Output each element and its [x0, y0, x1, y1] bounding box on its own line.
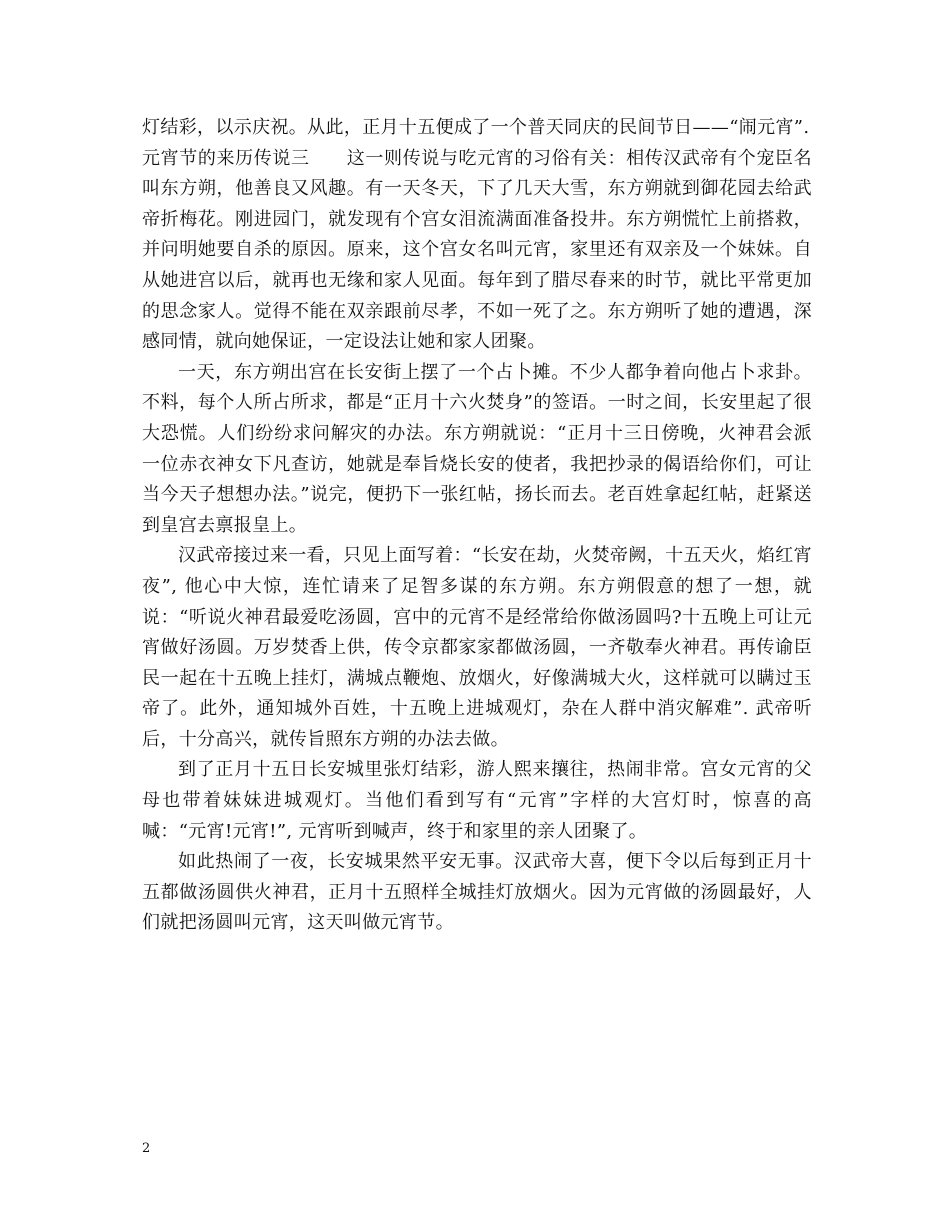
- paragraph-festival-origin: 如此热闹了一夜，长安城果然平安无事。汉武帝大喜，便下令以后每到正月十五都做汤圆供火神君，正月十五照样全城挂灯放烟火。因为元宵做的汤圆最好，人们就把汤圆叫元宵，这天叫做元宵节。: [142, 851, 812, 934]
- paragraph-legend-three-intro: 元宵节的来历传说三 这一则传说与吃元宵的习俗有关：相传汉武帝有个宠臣名叫东方朔，他善良又风趣。有一天冬天，下了几天大雪，东方朔就到御花园去给武帝折梅花。刚进园门，就发现有个宫女泪流满面准备投井。东方朔慌忙上前搭救，并问明她要自杀的原因。原来，这个宫女名叫元宵，家里还有双亲及一个妹妹。自从她进宫以后，就再也无缘和家人见面。每年到了腊尽春来的时节，就比平常更加的思念家人。觉得不能在双亲跟前尽孝，不如一死了之。东方朔听了她的遭遇，深感同情，就向她保证，一定设法让她和家人团聚。: [142, 147, 812, 353]
- paragraph-fortune-stall: 一天，东方朔出宫在长安街上摆了一个占卜摊。不少人都争着向他占卜求卦。不料，每个人所占所求，都是“正月十六火焚身”的签语。一时之间，长安里起了很大恐慌。人们纷纷求问解灾的办法。东方朔就说：“正月十三日傍晚，火神君会派一位赤衣神女下凡查访，她就是奉旨烧长安的使者，我把抄录的偈语给你们，可让当今天子想想办法。”说完，便扔下一张红帖，扬长而去。老百姓拿起红帖，赶紧送到皇宫去禀报皇上。: [142, 361, 812, 536]
- paragraph-continuation: 灯结彩，以示庆祝。从此，正月十五便成了一个普天同庆的民间节日——“闹元宵”.: [142, 117, 810, 138]
- paragraph-emperor-plan: 汉武帝接过来一看，只见上面写着：“长安在劫，火焚帝阙，十五天火，焰红宵夜”, 他心中大惊，连忙请来了足智多谋的东方朔。东方朔假意的想了一想，就说：“听说火神君最爱吃汤圆，宫中的元宵不是经常给你做汤圆吗?十五晚上可让元宵做好汤圆。万岁焚香上供，传令京都家家都做汤圆，一齐敬奉火神君。再传谕臣民一起在十五晚上挂灯，满城点鞭炮、放烟火，好像满城大火，这样就可以瞒过玉帝了。此外，通知城外百姓，十五晚上进城观灯，杂在人群中消灾解难”. 武帝听后，十分高兴，就传旨照东方朔的办法去做。: [142, 545, 812, 750]
- document-body: [142, 113, 812, 939]
- page-number: 2: [142, 1141, 151, 1156]
- paragraph-reunion: 到了正月十五日长安城里张灯结彩，游人熙来攘往，热闹非常。宫女元宵的父母也带着妹妹进城观灯。当他们看到写有“元宵”字样的大宫灯时，惊喜的高喊：“元宵!元宵!”, 元宵听到喊声，终于和家里的亲人团聚了。: [142, 759, 812, 842]
